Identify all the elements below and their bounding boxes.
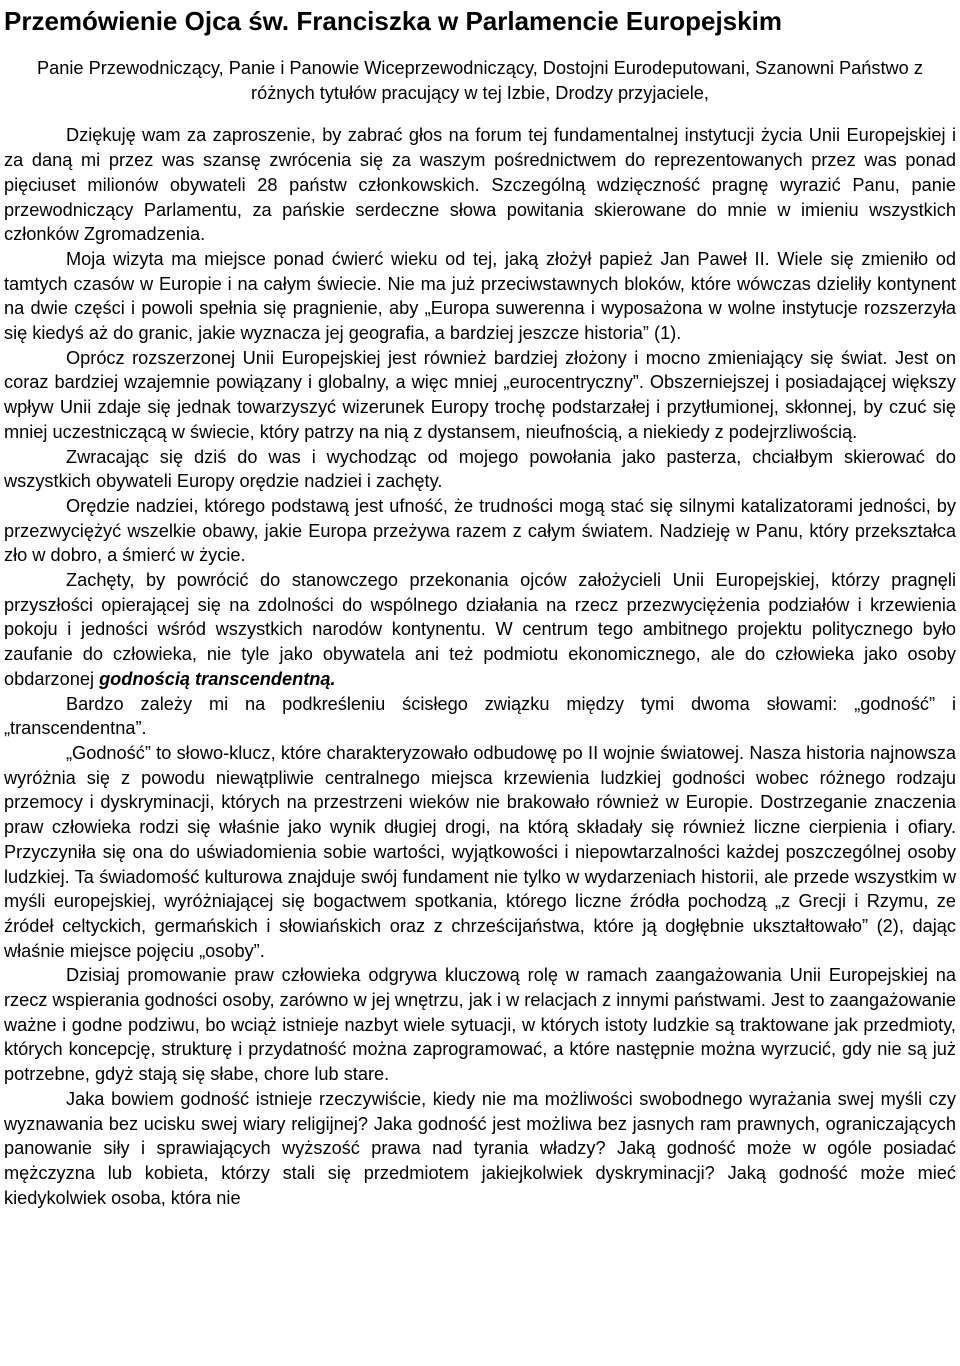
sentence: Zwracając się dziś do was i wychodząc od mojego powołania jako pasterza, chciałbym skierować do wszystkich obywateli Europy orędzie nadziei i zachęty. (4, 446, 956, 492)
sentence: Szczególną wdzięczność pragnę wyrazić Panu, panie przewodniczący Parlamentu, za pańskie serdeczne słowa powitania skierowane do mnie w imieniu wszystkich członków Zgromadzenia. (4, 174, 957, 245)
emphasis-transcendent-dignity: godnością transcendentną. (99, 668, 336, 689)
paragraph-questions (4, 1087, 956, 1211)
paragraph-dignity (4, 741, 956, 963)
document-title: Przemówienie Ojca św. Franciszka w Parlamencie Europejskim (4, 6, 782, 36)
sentence: Oprócz rozszerzonej Unii Europejskiej jest również bardziej złożony i mocno zmieniający się świat. Jest on coraz bardziej wzajemnie powiązany i globalny, a więc mniej „eurocentryczny”. Obszerniejszej i posiadającej większy wpływ Unii zdaje się jednak towarzyszyć wizerunek Europy trochę podstarzałej i przytłumionej, skłonnej, by czuć się mniej uczestniczącą w świecie, który patrzy na nią z dystansem, nieufnością, a niekiedy z podejrzliwością. (4, 347, 956, 442)
paragraph-two-words (4, 692, 956, 741)
sentence: Bardzo zależy mi na podkreśleniu ścisłego związku między tymi dwoma słowami: „godność” i „transcendentna”. (4, 693, 956, 739)
paragraph-message (4, 445, 956, 494)
sentence: Dzisiaj promowanie praw człowieka odgrywa kluczową rolę w ramach zaangażowania Unii Europejskiej na rzecz wspierania godności osoby, zarówno w jej wnętrzu, jak i w relacjach z innymi państwami. Jest to zaangażowanie ważne i godne podziwu, bo wciąż istnieje nazbyt wiele sytuacji, w których istoty ludzkie są traktowane jak przedmioty, których koncepcję, strukturę i przydatność można zaprogramować, a które następnie można wyrzucić, gdy nie są już potrzebne, gdyż stają się słabe, chore lub stare. (4, 965, 956, 1085)
sentence: Orędzie nadziei, którego podstawą jest ufność, że trudności mogą stać się silnymi katalizatorami jedności, by przezwyciężyć wszelkie obawy, jakie Europa przeżywa razem z całym światem. Nadzieję w Panu, który przekształca zło w dobro, a śmierć w życie. (4, 495, 956, 566)
paragraph-hope (4, 494, 956, 568)
sentence: Dziękuję wam za zaproszenie, by zabrać głos na forum tej fundamentalnej instytucji życia Unii Europejskiej i za daną mi przez was szansę zwrócenia się za waszym pośrednictwem do reprezentowanych przez was ponad pięciuset milionów obywateli 28 państw członkowskich. (4, 125, 956, 195)
paragraph-human-rights (4, 963, 956, 1087)
sentence: Zachęty, by powrócić do stanowczego przekonania ojców założycieli Unii Europejskiej, którzy pragnęli przyszłości opierającej się na zdolności do wspólnego działania na rzecz przezwyciężenia podziałów i krzewienia pokoju i jedności wśród wszystkich narodów kontynentu. W centrum tego ambitnego projektu politycznego było zaufanie do człowieka, nie tyle jako obywatela ani też podmiotu ekonomicznego, ale do człowieka jako osoby obdarzonej (4, 570, 956, 689)
paragraph-world (4, 346, 956, 445)
salutation: Panie Przewodniczący, Panie i Panowie Wiceprzewodniczący, Dostojni Eurodeputowani, Szanowni Państwo z różnych tytułów pracujący w tej Izbie, Drodzy przyjaciele, (37, 58, 923, 103)
document-page (4, 0, 956, 1210)
sentence: Jaka bowiem godność istnieje rzeczywiście, kiedy nie ma możliwości swobodnego wyrażania swej myśli czy wyznawania bez ucisku swej wiary religijnej? Jaka godność jest możliwa bez jasnych ram prawnych, ograniczających panowanie siły i sprawiających wyższość prawa nad tyrania władzy? Jaką godność może w ogóle posiadać mężczyzna lub kobieta, którzy stali się przedmiotem jakiejkolwiek dyskryminacji? Jaką godność może mieć kiedykolwiek osoba, która nie (4, 1088, 956, 1208)
paragraph-encouragement (4, 568, 956, 692)
sentence: Moja wizyta ma miejsce ponad ćwierć wieku od tej, jaką złożył papież Jan Paweł II. Wiele się zmieniło od tamtych czasów w Europie i na całym świecie. Nie ma już przeciwstawnych bloków, które wówczas dzieliły kontynent na dwie części i powoli spełnia się pragnienie, aby „Europa suwerenna i wyposażona w wolne instytucje rozszerzyła się kiedyś aż do granic, jakie wyznacza jej geografia, a bardziej jeszcze historia” (1). (4, 248, 956, 344)
paragraph-thanks (4, 123, 956, 247)
paragraph-visit (4, 247, 956, 346)
sentence: „Godność” to słowo-klucz, które charakteryzowało odbudowę po II wojnie światowej. Nasza historia najnowsza wyróżnia się z powodu niewątpliwie centralnego miejsca krzewienia ludzkiej godności wobec różnego rodzaju przemocy i dyskryminacji, których na przestrzeni wieków nie brakowało również w Europie. Dostrzeganie znaczenia praw człowieka rodzi się właśnie jako wynik długiej drogi, na którą składały się również liczne cierpienia i ofiary. Przyczyniła się ona do uświadomienia sobie wartości, wyjątkowości i niepowtarzalności każdej poszczególnej osoby ludzkiej. Ta świadomość kulturowa znajduje swój fundament nie tylko w wydarzeniach historii, ale przede wszystkim w myśli europejskiej, wyróżniającej się bogactwem spotkania, którego liczne źródła pochodzą „z Grecji i Rzymu, ze źródeł celtyckich, germańskich i słowiańskich oraz z chrześcijaństwa, które ją dogłębnie ukształtowało” (2), dając właśnie miejsce pojęciu „osoby”. (4, 742, 956, 961)
